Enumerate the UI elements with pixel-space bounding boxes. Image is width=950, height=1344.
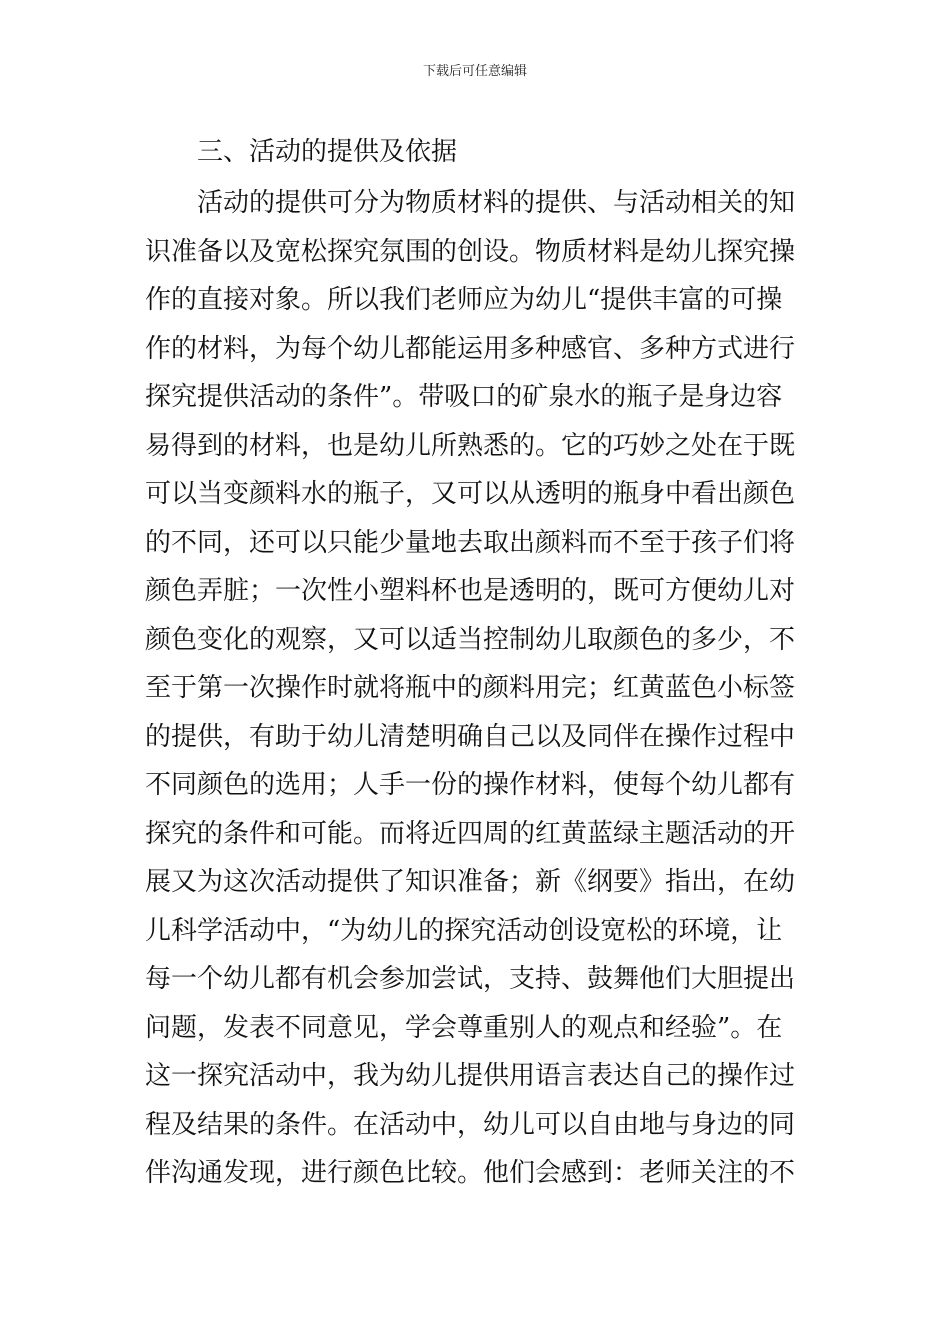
paragraph-line: 可以当变颜料水的瓶子，又可以从透明的瓶身中看出颜色 <box>145 479 796 509</box>
paragraph-line: 颜色弄脏；一次性小塑料杯也是透明的，既可方便幼儿对 <box>145 576 796 606</box>
paragraph-line: 易得到的材料，也是幼儿所熟悉的。它的巧妙之处在于既 <box>145 430 796 461</box>
paragraph-line: 不同颜色的选用；人手一份的操作材料，使每个幼儿都有 <box>145 770 796 800</box>
paragraph-line: 作的材料，为每个幼儿都能运用多种感官、多种方式进行 <box>145 333 796 364</box>
paragraph-line: 活动的提供可分为物质材料的提供、与活动相关的知 <box>197 188 796 218</box>
paragraph-line: 识准备以及宽松探究氛围的创设。物质材料是幼儿探究操 <box>145 236 796 267</box>
page-header-note: 下载后可任意编辑 <box>422 64 527 79</box>
paragraph-line: 问题，发表不同意见，学会尊重别人的观点和经验”。在 <box>145 1012 783 1043</box>
paragraph-line: 至于第一次操作时就将瓶中的颜料用完；红黄蓝色小标签 <box>145 673 796 703</box>
section-heading: 三、活动的提供及依据 <box>197 137 458 167</box>
paragraph-line: 颜色变化的观察，又可以适当控制幼儿取颜色的多少，不 <box>145 624 796 655</box>
paragraph-line: 探究提供活动的条件”。带吸口的矿泉水的瓶子是身边容 <box>145 382 783 412</box>
paragraph-line: 每一个幼儿都有机会参加尝试，支持、鼓舞他们大胆提出 <box>145 964 796 994</box>
paragraph-line: 的不同，还可以只能少量地去取出颜料而不至于孩子们将 <box>145 527 796 558</box>
paragraph-line: 儿科学活动中，“为幼儿的探究活动创设宽松的环境，让 <box>145 915 783 946</box>
paragraph-line: 探究的条件和可能。而将近四周的红黄蓝绿主题活动的开 <box>145 818 796 849</box>
document-body <box>145 125 805 1198</box>
paragraph-line: 这一探究活动中，我为幼儿提供用语言表达自己的操作过 <box>145 1061 796 1091</box>
paragraph-line: 展又为这次活动提供了知识准备；新《纲要》指出，在幼 <box>145 867 796 897</box>
paragraph-line: 的提供，有助于幼儿清楚明确自己以及同伴在操作过程中 <box>145 721 796 752</box>
paragraph-line: 作的直接对象。所以我们老师应为幼儿“提供丰富的可操 <box>145 285 783 315</box>
paragraph-line: 伴沟通发现，进行颜色比较。他们会感到：老师关注的不 <box>145 1158 796 1188</box>
body-paragraph <box>145 179 805 1198</box>
paragraph-line: 程及结果的条件。在活动中，幼儿可以自由地与身边的同 <box>145 1109 796 1140</box>
